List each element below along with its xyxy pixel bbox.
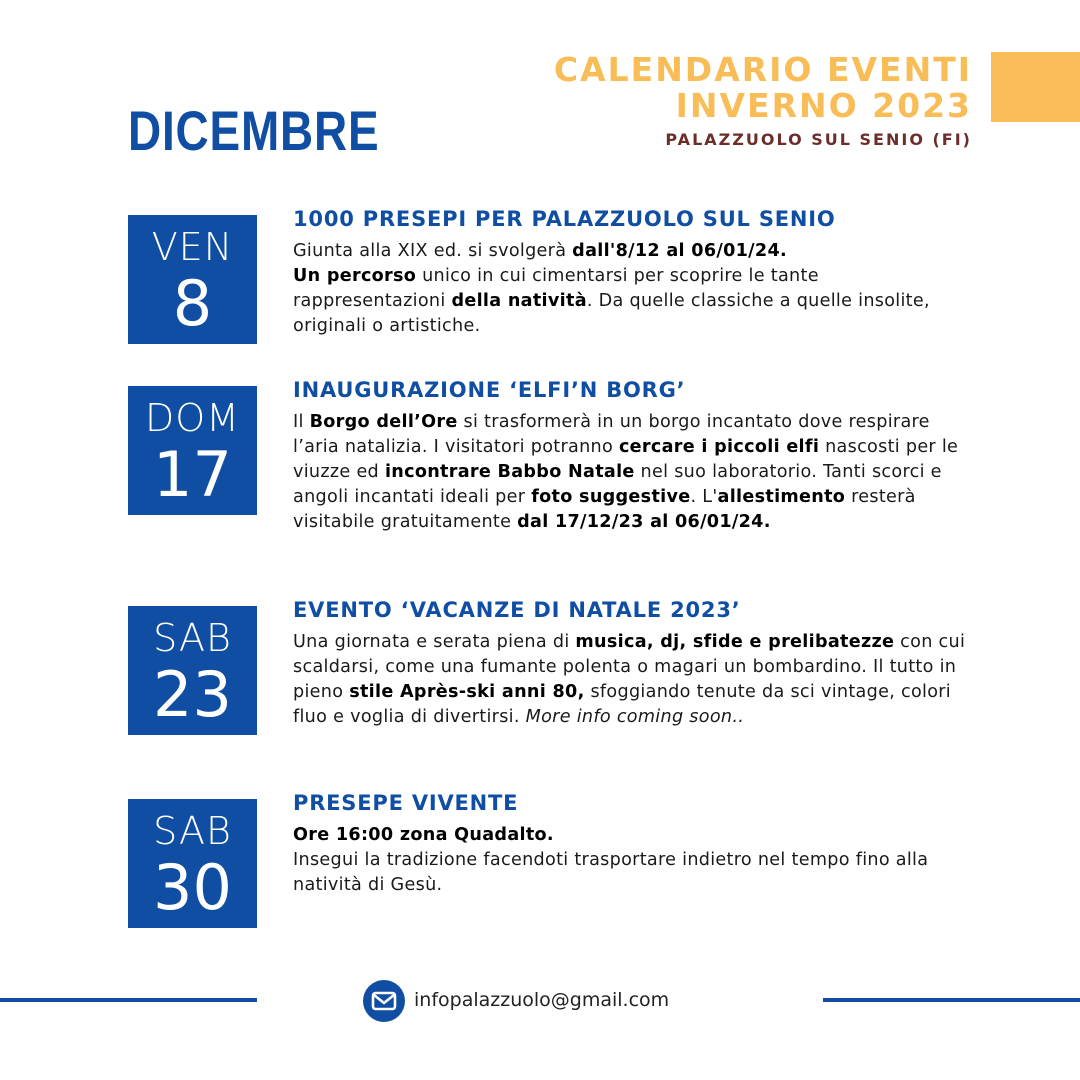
event-content [293,207,973,339]
subtitle: PALAZZUOLO SUL SENIO (FI) [665,130,972,149]
highlight-text: Ore 16:00 zona Quadalto. [293,825,554,845]
month-heading: DICEMBRE [128,99,380,162]
day-of-week: SAB [153,809,232,853]
title-line-1: CALENDARIO EVENTI [553,50,972,89]
event-description [293,630,973,730]
highlight-text: della natività [451,291,587,311]
event-description [293,823,973,898]
description-text: Il [293,412,310,432]
footer-divider-left [0,998,257,1002]
description-text: unico in cui cimentarsi per scoprire le tante rappresentazioni [293,266,819,311]
event-description [293,239,973,339]
contact-email[interactable]: infopalazzuolo@gmail.com [414,989,670,1011]
event-title: PRESEPE VIVENTE [293,791,519,815]
day-of-week: SAB [153,616,232,660]
description-text: . Da quelle classiche a quelle insolite, originali o artistiche. [293,291,930,336]
event-content [293,378,973,535]
title-block [554,52,972,149]
description-text: nascosti per le viuzze ed [293,437,959,482]
day-number: 17 [153,438,232,511]
event-content [293,598,973,730]
highlight-text: dall'8/12 al 06/01/24. [572,241,787,261]
description-text: nel suo laboratorio. Tanti scorci e angoli incantati ideali per [293,462,942,507]
day-number: 30 [153,851,232,924]
highlight-text: cercare i piccoli elfi [618,437,820,457]
description-text: si trasformerà in un borgo incantato dove respirare l’aria natalizia. I visitatori potranno [293,412,930,457]
description-text: Insegui la tradizione facendoti trasportare indietro nel tempo fino alla natività di Gesù. [293,850,929,895]
description-text: con cui scaldarsi, come una fumante polenta o magari un bombardino. Il tutto in pieno [293,632,966,702]
day-number: 8 [172,267,213,340]
event-title: INAUGURAZIONE ‘ELFI’N BORG’ [293,378,686,402]
event-description [293,410,973,535]
title-line-2: INVERNO 2023 [675,86,972,125]
highlight-text: stile Après-ski anni 80, [349,682,585,702]
accent-square [991,52,1080,122]
description-text: resterà visitabile gratuitamente [293,487,916,532]
description-text: Una giornata e serata piena di [293,632,576,652]
date-box [128,215,257,344]
date-box [128,799,257,928]
event-content [293,791,973,898]
highlight-text: Borgo dell’Ore [309,412,458,432]
day-number: 23 [153,658,232,731]
mail-icon[interactable] [363,980,405,1022]
event-title: EVENTO ‘VACANZE DI NATALE 2023’ [293,598,741,622]
day-of-week: DOM [145,396,240,440]
description-text: sfoggiando tenute da sci vintage, colori fluo e voglia di divertirsi. [293,682,951,727]
highlight-text: dal 17/12/23 al 06/01/24. [517,512,771,532]
highlight-text: incontrare Babbo Natale [384,462,635,482]
footer-divider-right [823,998,1080,1002]
highlight-text: Un percorso [293,266,417,286]
italic-text: More info coming soon.. [525,707,745,727]
highlight-text: allestimento [717,487,846,507]
event-title: 1000 PRESEPI PER PALAZZUOLO SUL SENIO [293,207,836,231]
highlight-text: musica, dj, sfide e prelibatezze [575,632,895,652]
description-text: . L' [690,487,718,507]
description-text: Giunta alla XIX ed. si svolgerà [293,241,573,261]
date-box [128,386,257,515]
highlight-text: foto suggestive [531,487,691,507]
date-box [128,606,257,735]
day-of-week: VEN [151,225,234,269]
